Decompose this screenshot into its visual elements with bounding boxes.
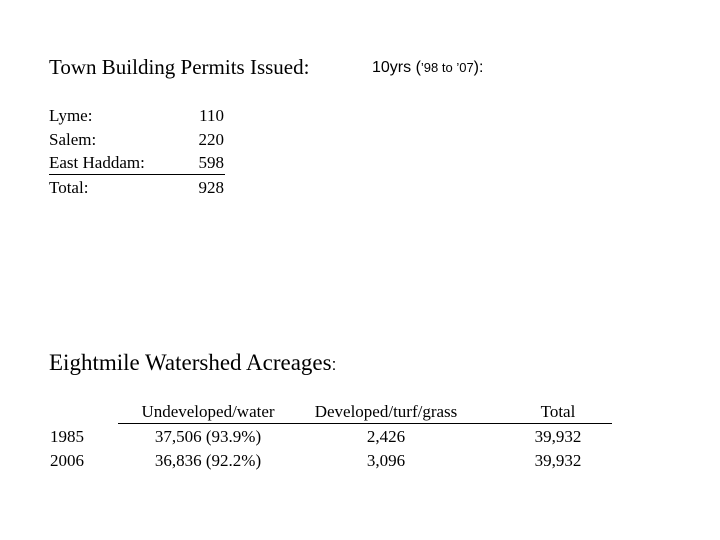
row-2006-developed: 3,096 — [366, 451, 406, 470]
permits-subtitle — [372, 59, 483, 77]
permits-subtitle-range: ’98 to ’07 — [420, 60, 474, 75]
acreage-heading — [49, 350, 336, 376]
permit-count-salem: 220 — [198, 130, 224, 149]
acreage-title-text: Eightmile Watershed Acreages — [49, 350, 332, 375]
row-1985-undeveloped: 37,506 (93.9%) — [154, 427, 262, 446]
row-1985-developed: 2,426 — [366, 427, 406, 446]
header-undeveloped: Undeveloped/water — [141, 402, 275, 421]
permit-town-lyme: Lyme: — [49, 106, 93, 125]
permit-count-total: 928 — [198, 178, 224, 197]
permits-heading — [49, 55, 309, 80]
permit-count-lyme: 110 — [199, 106, 224, 125]
row-2006-year: 2006 — [50, 451, 84, 470]
permit-count-east-haddam: 598 — [198, 153, 224, 172]
row-1985-year: 1985 — [50, 427, 84, 446]
acreage-title-colon: : — [331, 355, 337, 374]
permits-subtitle-prefix: 10yrs ( — [372, 59, 421, 76]
permit-town-salem: Salem: — [49, 130, 97, 149]
header-developed: Developed/turf/grass — [314, 402, 458, 421]
permit-town-east-haddam: East Haddam: — [49, 153, 145, 172]
row-1985-total: 39,932 — [534, 427, 582, 446]
permits-subtitle-suffix: ): — [473, 59, 484, 76]
permits-title-colon: : — [303, 55, 310, 79]
row-2006-total: 39,932 — [534, 451, 582, 470]
permits-total-rule — [49, 174, 225, 175]
permits-title-text: Town Building Permits Issued — [49, 55, 304, 79]
permit-town-total: Total: — [49, 178, 89, 197]
header-underline — [118, 423, 612, 424]
header-total: Total — [540, 402, 576, 421]
row-2006-undeveloped: 36,836 (92.2%) — [154, 451, 262, 470]
